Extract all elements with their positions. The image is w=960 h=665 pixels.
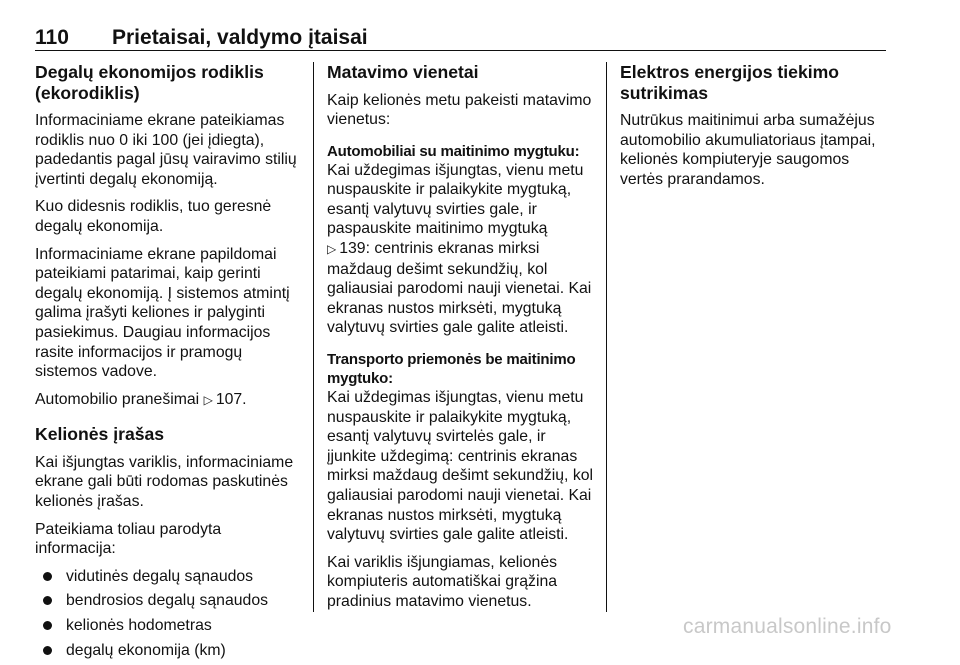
triangle-right-icon: ▷ [203, 392, 213, 407]
column-left [35, 62, 303, 665]
heading-power-failure: Elektros energijos tiekimo sutrikimas [620, 62, 840, 103]
paragraph: Kai variklis išjungiamas, kelionės kompiuteris automatiškai grąžina pradinius matavimo vienetus. [327, 553, 558, 610]
list-item-text: vidutinės degalų sąnaudos [66, 567, 254, 585]
bullet-icon [43, 621, 52, 630]
page-reference-link[interactable]: 107. [215, 390, 247, 408]
bullet-icon [43, 572, 52, 581]
paragraph-text: : centrinis ekranas mirksi maždaug dešimt sekundžių, kol galiausiai parodomi nauji vienetai. Kai ekranas nustos mirksėti, mygtuką valytuvų svirties gale galite atleisti. [327, 240, 592, 337]
list-item [35, 591, 303, 611]
subheading-without-power-button: Transporto priemonės be maitinimo mygtuko: [327, 351, 576, 388]
reference-text: Automobilio pranešimai [35, 390, 200, 408]
page-reference-link[interactable]: 139 [339, 240, 366, 258]
subheading-with-power-button: Automobiliai su maitinimo mygtuku: [327, 142, 580, 160]
list-item-text: degalų ekonomija (km) [66, 641, 226, 659]
paragraph: Informaciniame ekrane papildomai pateikiami patarimai, kaip gerinti degalų ekonomiją. Į sistemos atmintį galima įrašyti keliones ir palyginti pasiekimus. Daugiau informacijos rasite informacijos ir pramogų sistemos vadove. [35, 245, 290, 381]
paragraph: Kai uždegimas išjungtas, vienu metu nuspauskite ir palaikykite mygtuką, esantį valytuvų svirtelės gale, ir įjunkite uždegimą: centrinis ekranas mirksi maždaug dešimt sekundžių, kol galiausiai parodomi nauji vienetai. Kai ekranas nustos mirksėti, mygtuką valytuvų svirties gale galite atleisti. [327, 389, 594, 544]
header-divider [35, 50, 886, 51]
paragraph [327, 161, 595, 338]
page-header [35, 26, 886, 56]
list-item-text: kelionės hodometras [66, 616, 212, 634]
list-item [35, 641, 303, 661]
bullet-list [35, 567, 303, 660]
heading-measurement-units: Matavimo vienetai [327, 62, 479, 82]
column-divider [606, 62, 607, 612]
list-item-text: bendrosios degalų sąnaudos [66, 592, 269, 610]
paragraph: Kai išjungtas variklis, informaciniame ekrane gali būti rodomas paskutinės kelionės įrašas. [35, 453, 294, 510]
watermark: carmanualsonline.info [683, 615, 892, 638]
bullet-icon [43, 646, 52, 655]
heading-trip-record: Kelionės įrašas [35, 424, 165, 445]
list-item [35, 567, 303, 587]
paragraph: Informaciniame ekrane pateikiamas rodiklis nuo 0 iki 100 (jei įdiegta), padedantis pagal jūsų vairavimo stilių įvertinti degalų ekonomiją. [35, 112, 297, 188]
heading-eco-indicator: Degalų ekonomijos rodiklis (ekorodiklis) [35, 62, 264, 103]
column-middle [327, 62, 595, 620]
paragraph: Pateikiama toliau parodyta informacija: [35, 520, 222, 558]
page-number: 110 [35, 26, 69, 49]
paragraph: Kaip kelionės metu pakeisti matavimo vienetus: [327, 91, 592, 129]
column-divider [313, 62, 314, 612]
page-title: Prietaisai, valdymo įtaisai [112, 26, 368, 49]
bullet-icon [43, 596, 52, 605]
paragraph-reference [35, 390, 303, 411]
triangle-right-icon: ▷ [327, 242, 337, 257]
paragraph: Kuo didesnis rodiklis, tuo geresnė degalų ekonomija. [35, 198, 272, 235]
column-right [620, 62, 888, 197]
paragraph: Nutrūkus maitinimui arba sumažėjus automobilio akumuliatoriaus įtampai, kelionės kompiuteryje saugomos vertės prarandamos. [620, 112, 876, 188]
list-item [35, 616, 303, 636]
paragraph-text: Kai uždegimas išjungtas, vienu metu nuspauskite ir palaikykite mygtuką, esantį valytuvų svirties gale, ir paspauskite maitinimo mygtuką [327, 161, 584, 238]
